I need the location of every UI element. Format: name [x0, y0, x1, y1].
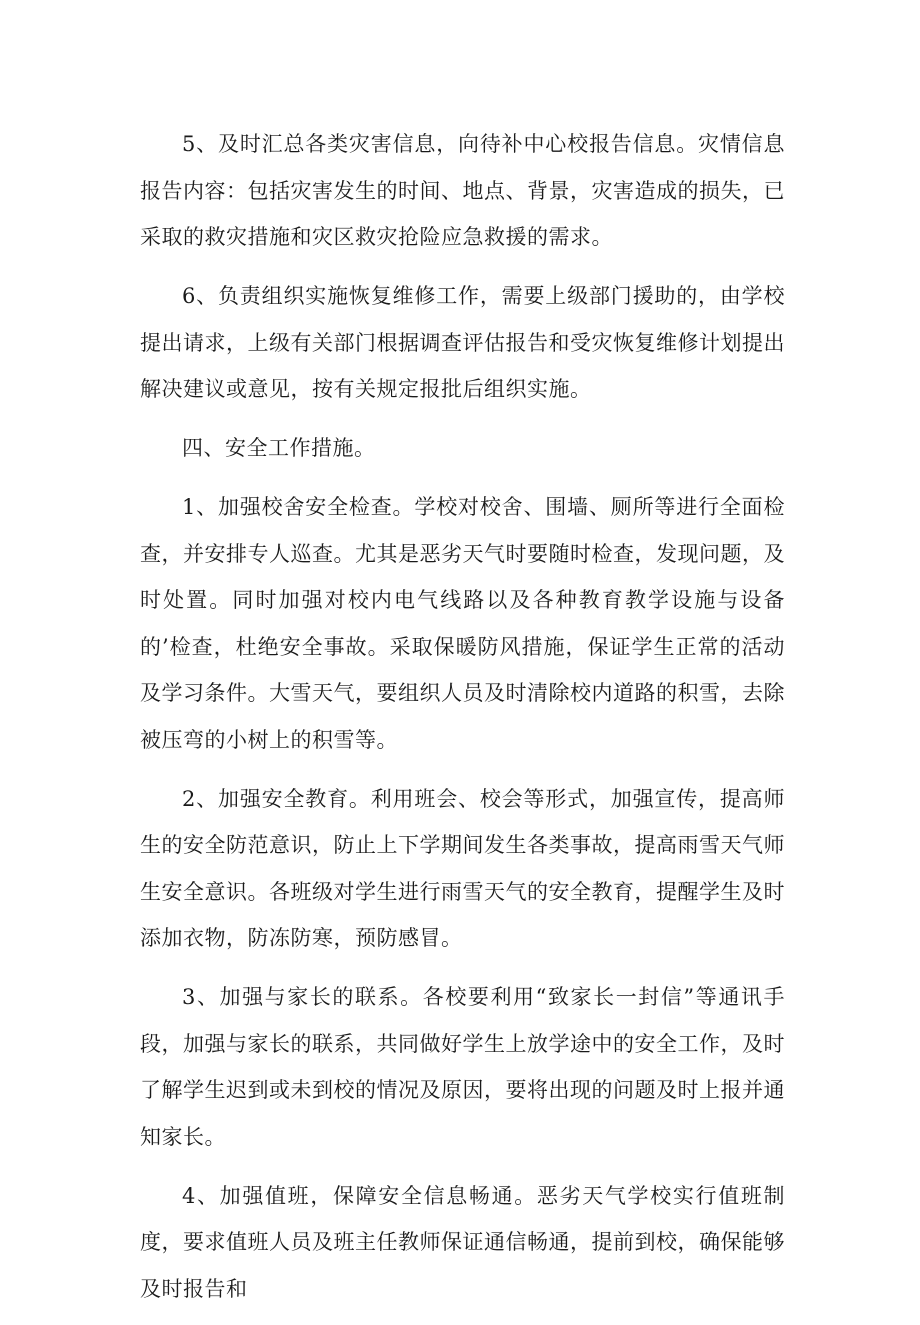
section-heading-safety-measures: 四、安全工作措施。 [182, 436, 376, 460]
paragraph-measure-1-building-inspection: 1、加强校舍安全检查。学校对校舍、围墙、厕所等进行全面检查，并安排专人巡查。尤其是恶劣天气时要随时检查，发现问题，及时处置。同时加强对校内电气线路以及各种教育教学设施与设备的’检查，杜绝安全事故。采取保暖防风措施，保证学生正常的活动及学习条件。大雪天气，要组织人员及时清除校内道路的积雪，去除被压弯的小树上的积雪等。 [140, 495, 785, 752]
document-body [140, 121, 785, 1325]
paragraph-item-5-report-disaster-info: 5、及时汇总各类灾害信息，向待补中心校报告信息。灾情信息报告内容：包括灾害发生的时间、地点、背景，灾害造成的损失，已采取的救灾措施和灾区救灾抢险应急救援的需求。 [140, 132, 785, 249]
paragraph-measure-4-duty-shift: 4、加强值班，保障安全信息畅通。恶劣天气学校实行值班制度，要求值班人员及班主任教师保证通信畅通，提前到校，确保能够及时报告和 [140, 1183, 785, 1301]
paragraph-measure-3-parent-contact: 3、加强与家长的联系。各校要利用“致家长一封信”等通讯手段，加强与家长的联系，共同做好学生上放学途中的安全工作，及时了解学生迟到或未到校的情况及原因，要将出现的问题及时上报并通知家长。 [140, 985, 785, 1149]
paragraph-measure-2-safety-education: 2、加强安全教育。利用班会、校会等形式，加强宣传，提高师生的安全防范意识，防止上下学期间发生各类事故，提高雨雪天气师生安全意识。各班级对学生进行雨雪天气的安全教育，提醒学生及时添加衣物，防冻防寒，预防感冒。 [140, 786, 785, 950]
paragraph-item-6-repair-work: 6、负责组织实施恢复维修工作，需要上级部门援助的，由学校提出请求，上级有关部门根据调查评估报告和受灾恢复维修计划提出解决建议或意见，按有关规定报批后组织实施。 [140, 284, 785, 401]
